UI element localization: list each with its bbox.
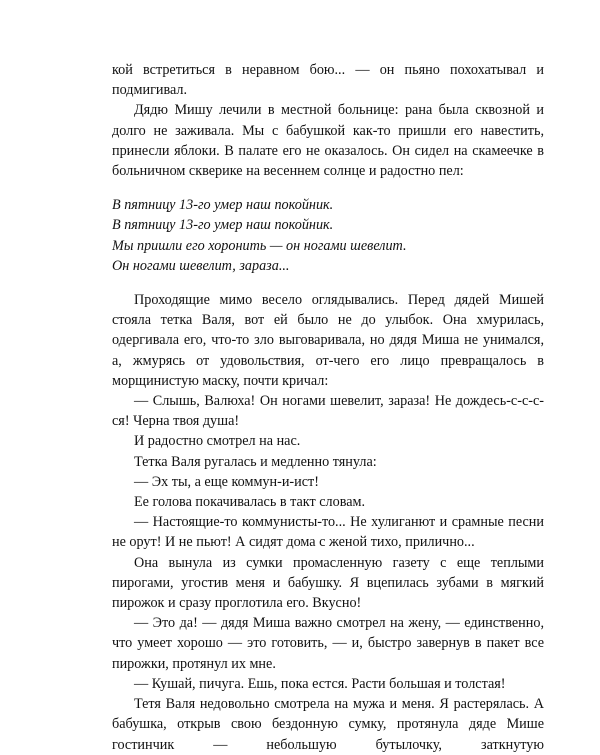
paragraph: И радостно смотрел на нас. [134,433,301,450]
paragraph: Ее голова покачивалась в такт словам. [134,494,366,511]
book-page [112,60,544,755]
paragraph: — Настоящие-то коммунисты-то... Не хулиганют и срамные песни не орут! И не пьют! А сидят дома с женой тихо, прилично... [112,514,544,551]
poem-line: Мы пришли его хоронить — он ногами шевелит. [112,237,407,254]
poem-block [112,195,544,276]
text-block-top [112,60,544,181]
paragraph: Тетя Валя недовольно смотрела на мужа и меня. Я растерялась. А бабушка, открыв свою бездонную сумку, протянула дяде Мише гостинчик — небольшую бутылочку, заткнутую [112,696,544,753]
paragraph: Дядю Мишу лечили в местной больнице: рана была сквозной и долго не заживала. Мы с бабушкой как-то пришли его навестить, принесли яблоки. В палате его не оказалось. Он сидел на скамеечке в больничном скверике на весеннем солнце и радостно пел: [112,102,544,180]
paragraph: — Слышь, Валюха! Он ногами шевелит, зараза! Не дождесь-с-с-с-ся! Черна твоя душа! [112,393,544,430]
paragraph: — Это да! — дядя Миша важно смотрел на жену, — единственно, что умеет хорошо — это готовить, — и, быстро завернув в пакет все пирожки, протянул их мне. [112,615,544,672]
paragraph: — Эх ты, а еще коммун-и-ист! [134,473,319,490]
text-block-bottom [112,290,544,755]
poem-line: В пятницу 13-го умер наш покойник. [112,217,334,234]
paragraph: Тетка Валя ругалась и медленно тянула: [134,453,377,470]
paragraph: Проходящие мимо весело оглядывались. Перед дядей Мишей стояла тетка Валя, вот ей было не до улыбок. Она хмурилась, одергивала его, что-то зло выговаривала, но дядя Миша не унимался, а, жмурясь от удовольствия, от-чего его лицо превращалось в морщинистую маску, почти кричал: [112,292,544,389]
paragraph: кой встретиться в неравном бою... — он пьяно похохатывал и подмигивал. [112,62,544,99]
poem-line: В пятницу 13-го умер наш покойник. [112,197,334,214]
poem-line: Он ногами шевелит, зараза... [112,257,290,274]
paragraph: Она вынула из сумки промасленную газету с еще теплыми пирогами, угостив меня и бабушку. Я вцепилась зубами в мягкий пирожок и сразу проглотила его. Вкусно! [112,554,544,612]
paragraph: — Кушай, пичуга. Ешь, пока естся. Расти большая и толстая! [134,675,506,692]
